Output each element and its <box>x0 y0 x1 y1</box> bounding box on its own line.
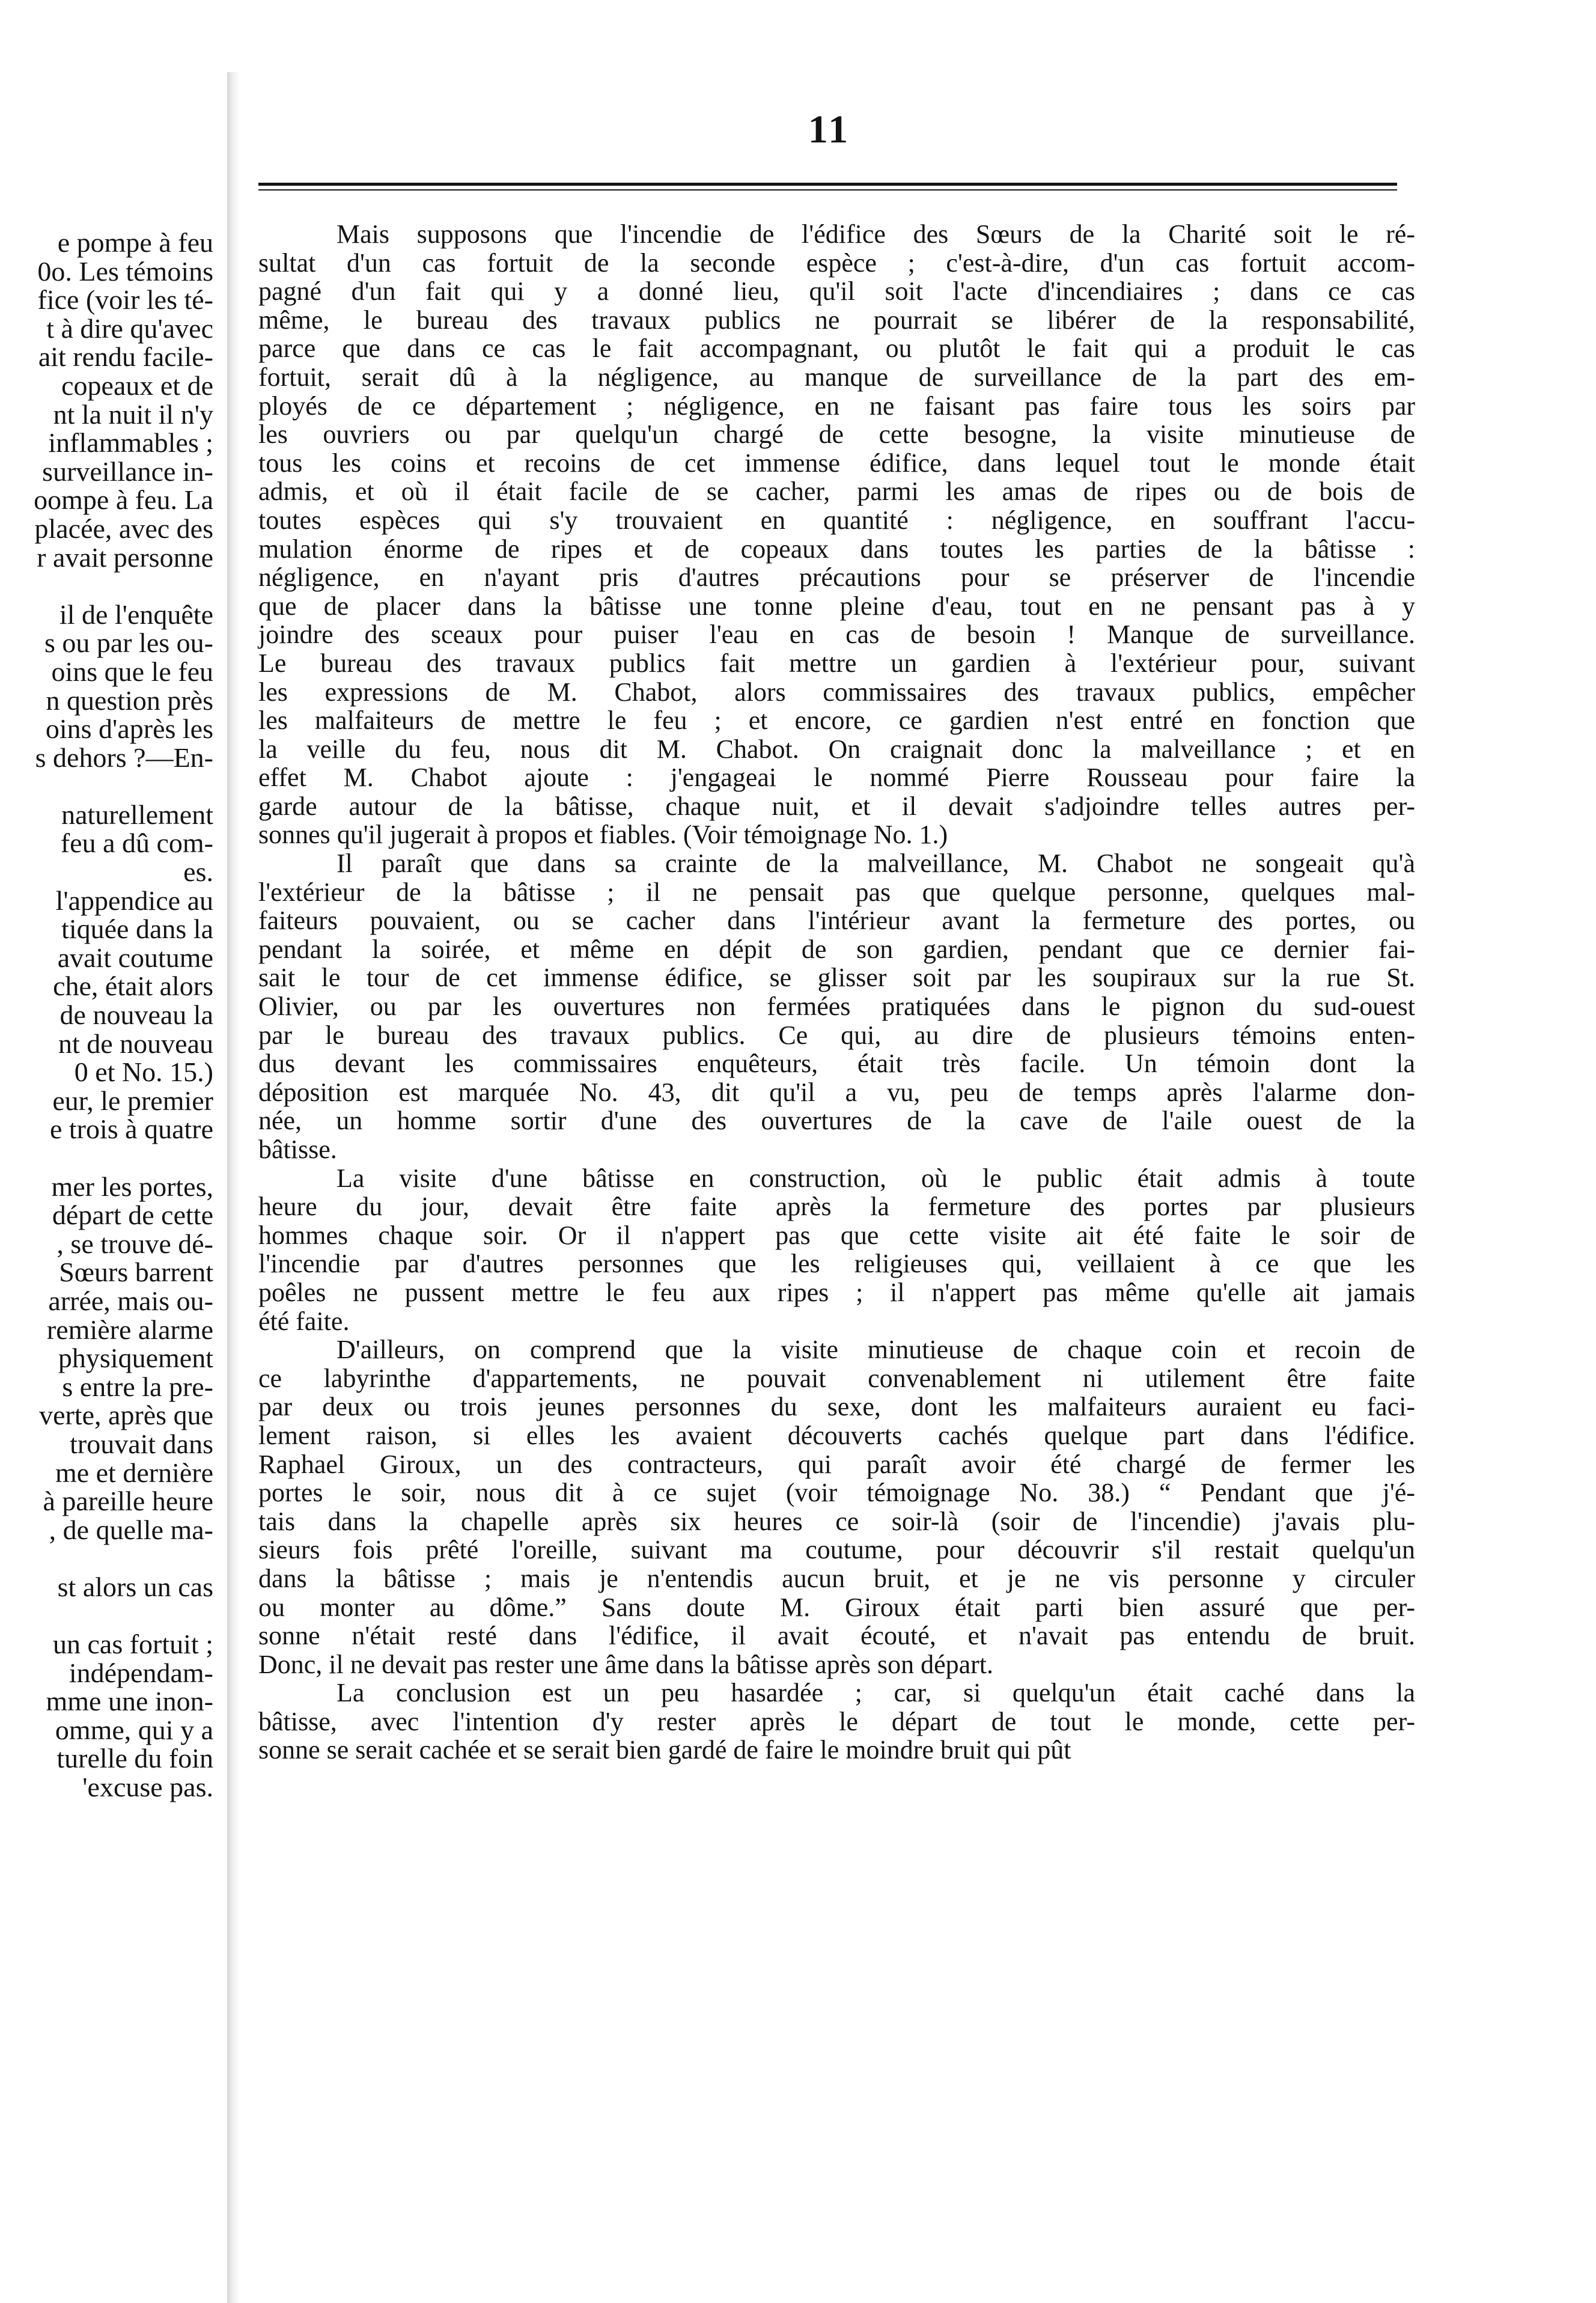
adjacent-page-line: e pompe à feu <box>57 228 213 258</box>
text-line: née, un homme sortir d'une des ouvertures de la cave de l'aile ouest de la <box>258 1106 1415 1136</box>
text-line: sonne n'était resté dans l'édifice, il avait écouté, et n'avait pas entendu de bruit. <box>258 1621 1415 1651</box>
adjacent-page-line: me et dernière <box>55 1457 213 1488</box>
text-line: dus devant les commissaires enquêteurs, était très facile. Un témoin dont la <box>258 1049 1415 1079</box>
adjacent-page-line <box>0 772 213 801</box>
adjacent-page-line: 0 et No. 15.) <box>74 1057 213 1088</box>
text-line: sultat d'un cas fortuit de la seconde espèce ; c'est-à-dire, d'un cas fortuit accom- <box>258 248 1415 278</box>
text-line: bâtisse, avec l'intention d'y rester après le départ de tout le monde, cette per- <box>258 1706 1415 1736</box>
text-line: Mais supposons que l'incendie de l'édifice des Sœurs de la Charité soit le ré- <box>337 219 1415 249</box>
text-line: Le bureau des travaux publics fait mettre un gardien à l'extérieur pour, suivant <box>258 648 1415 678</box>
text-line: sonne se serait cachée et se serait bien gardé de faire le moindre bruit qui pût <box>258 1735 1071 1765</box>
text-line: garde autour de la bâtisse, chaque nuit, et il devait s'adjoindre telles autres per- <box>258 791 1415 821</box>
text-line: Olivier, ou par les ouvertures non fermées pratiquées dans le pignon du sud-ouest <box>258 992 1415 1022</box>
text-line: admis, et où il était facile de se cacher, parmi les amas de ripes ou de bois de <box>258 477 1415 507</box>
text-line: par le bureau des travaux publics. Ce qui, au dire de plusieurs témoins enten- <box>258 1020 1415 1050</box>
adjacent-page-line <box>0 572 213 600</box>
adjacent-page-line: , de quelle ma- <box>49 1514 213 1545</box>
adjacent-page-line: s dehors ?—En- <box>35 742 213 773</box>
text-line: heure du jour, devait être faite après la fermeture des portes par plusieurs <box>258 1192 1415 1222</box>
text-line: La conclusion est un peu hasardée ; car, si quelqu'un était caché dans la <box>337 1678 1415 1708</box>
text-line: mulation énorme de ripes et de copeaux dans toutes les parties de la bâtisse : <box>258 534 1415 564</box>
adjacent-page-line: tiquée dans la <box>61 914 213 945</box>
adjacent-page-line: fice (voir les té- <box>37 284 213 316</box>
text-line: tous les coins et recoins de cet immense édifice, dans lequel tout le monde était <box>258 448 1415 478</box>
header-rule-thin <box>258 189 1397 191</box>
main-text-column <box>258 220 1415 1765</box>
text-line: joindre des sceaux pour puiser l'eau en cas de besoin ! Manque de surveillance. <box>258 620 1415 650</box>
text-line: dans la bâtisse ; mais je n'entendis aucun bruit, et je ne vis personne y circuler <box>258 1563 1415 1593</box>
adjacent-page-line: physiquement <box>58 1343 213 1374</box>
adjacent-page-line: un cas fortuit ; <box>53 1629 213 1660</box>
text-line: ployés de ce département ; négligence, en ne faisant pas faire tous les soirs par <box>258 391 1415 421</box>
adjacent-page-line: r avait personne <box>37 541 213 573</box>
text-line: ou monter au dôme.” Sans doute M. Giroux était parti bien assuré que per- <box>258 1592 1415 1622</box>
adjacent-page-line: es. <box>183 856 213 888</box>
text-line: Donc, il ne devait pas rester une âme dans la bâtisse après son départ. <box>258 1649 994 1679</box>
adjacent-page-line: omme, qui y a <box>55 1714 213 1745</box>
text-line: par deux ou trois jeunes personnes du sexe, dont les malfaiteurs auraient eu faci- <box>258 1392 1415 1422</box>
text-line: D'ailleurs, on comprend que la visite minutieuse de chaque coin et recoin de <box>337 1335 1415 1365</box>
text-line: lement raison, si elles les avaient découverts cachés quelque part dans l'édifice. <box>258 1420 1415 1450</box>
adjacent-page-line: placée, avec des <box>34 513 213 544</box>
text-line: portes le soir, nous dit à ce sujet (voir témoignage No. 38.) “ Pendant que j'é- <box>258 1478 1415 1508</box>
text-line: parce que dans ce cas le fait accompagnant, ou plutôt le fait qui a produit le cas <box>258 334 1415 364</box>
adjacent-page-line: de nouveau la <box>59 999 213 1031</box>
adjacent-page-line: remière alarme <box>46 1314 213 1345</box>
adjacent-page-line: à pareille heure <box>43 1486 213 1517</box>
adjacent-page-line: nt de nouveau <box>58 1028 213 1059</box>
text-line: les ouvriers ou par quelqu'un chargé de cette besogne, la visite minutieuse de <box>258 419 1415 450</box>
text-line: La visite d'une bâtisse en construction, où le public était admis à toute <box>337 1163 1415 1193</box>
adjacent-page-line: eur, le premier <box>52 1085 213 1116</box>
adjacent-page-line: avait coutume <box>57 942 213 973</box>
adjacent-page-line: t à dire qu'avec <box>46 313 213 344</box>
text-line: sonnes qu'il jugerait à propos et fiables. (Voir témoignage No. 1.) <box>258 820 948 850</box>
text-line: ce labyrinthe d'appartements, ne pouvait convenablement ni utilement être faite <box>258 1363 1415 1393</box>
text-line: tais dans la chapelle après six heures ce soir-là (soir de l'incendie) j'avais plu- <box>258 1506 1415 1536</box>
adjacent-page-line: l'appendice au <box>55 885 213 916</box>
adjacent-page-line <box>0 1544 213 1573</box>
page-number: 11 <box>808 108 851 151</box>
adjacent-page-line: mme une inon- <box>46 1686 213 1717</box>
adjacent-page-line <box>0 1602 213 1630</box>
adjacent-page-line: ait rendu facile- <box>38 341 213 373</box>
text-line: déposition est marquée No. 43, dit qu'il a vu, peu de temps après l'alarme don- <box>258 1077 1415 1107</box>
adjacent-page-line: n question près <box>46 685 213 716</box>
adjacent-page-line: trouvait dans <box>70 1428 213 1459</box>
adjacent-page-column <box>0 228 213 2152</box>
adjacent-page-line: verte, après que <box>39 1400 213 1431</box>
adjacent-page-line: oins que le feu <box>51 656 213 687</box>
text-line: l'incendie par d'autres personnes que les religieuses qui, veillaient à ce que les <box>258 1249 1415 1279</box>
adjacent-page-line: Sœurs barrent <box>59 1257 213 1288</box>
text-line: négligence, en n'ayant pris d'autres précautions pour se préserver de l'incendie <box>258 563 1415 593</box>
text-line: la veille du feu, nous dit M. Chabot. On craignait donc la malveillance ; et en <box>258 734 1415 764</box>
text-line: Raphael Giroux, un des contracteurs, qui paraît avoir été chargé de fermer les <box>258 1449 1415 1479</box>
text-line: l'extérieur de la bâtisse ; il ne pensait pas que quelque personne, quelques mal- <box>258 877 1415 907</box>
text-line: que de placer dans la bâtisse une tonne pleine d'eau, tout en ne pensant pas à y <box>258 591 1415 621</box>
adjacent-page-line: nt la nuit il n'y <box>53 398 213 430</box>
adjacent-page-line: che, était alors <box>53 971 213 1002</box>
text-line: pendant la soirée, et même en dépit de son gardien, pendant que ce dernier fai- <box>258 934 1415 964</box>
text-line: poêles ne pussent mettre le feu aux ripes ; il n'appert pas même qu'elle ait jamais <box>258 1277 1415 1307</box>
text-line: Il paraît que dans sa crainte de la malveillance, M. Chabot ne songeait qu'à <box>337 849 1415 879</box>
text-line: été faite. <box>258 1306 350 1336</box>
adjacent-page-line: 0o. Les témoins <box>37 255 213 287</box>
adjacent-page-line: e trois à quatre <box>49 1114 213 1145</box>
header-rule-thick <box>258 183 1397 186</box>
adjacent-page-line: naturellement <box>61 799 213 830</box>
adjacent-page-line: feu a dû com- <box>60 828 213 859</box>
text-line: même, le bureau des travaux publics ne pourrait se libérer de la responsabilité, <box>258 305 1415 335</box>
adjacent-page-line: mer les portes, <box>51 1171 213 1202</box>
adjacent-page-line: oins d'après les <box>45 713 213 745</box>
text-line: bâtisse. <box>258 1135 337 1164</box>
adjacent-page-line: départ de cette <box>52 1200 213 1231</box>
adjacent-page-line <box>0 1144 213 1173</box>
text-line: effet M. Chabot ajoute : j'engageai le nommé Pierre Rousseau pour faire la <box>258 763 1415 793</box>
text-line: les malfaiteurs de mettre le feu ; et encore, ce gardien n'est entré en fonction que <box>258 706 1415 736</box>
adjacent-page-line: s entre la pre- <box>62 1371 213 1402</box>
text-line: sait le tour de cet immense édifice, se glisser soit par les soupiraux sur la rue St. <box>258 963 1415 993</box>
text-line: toutes espèces qui s'y trouvaient en quantité : négligence, en souffrant l'accu- <box>258 505 1415 535</box>
text-line: hommes chaque soir. Or il n'appert pas que cette visite ait été faite le soir de <box>258 1220 1415 1250</box>
adjacent-page-line: , se trouve dé- <box>56 1228 213 1259</box>
adjacent-page-line: indépendam- <box>69 1657 213 1688</box>
adjacent-page-line: oompe à feu. La <box>34 484 213 516</box>
page-gutter-shadow <box>227 72 240 2303</box>
adjacent-page-line: surveillance in- <box>42 456 213 487</box>
text-line: les expressions de M. Chabot, alors commissaires des travaux publics, empêcher <box>258 677 1415 707</box>
adjacent-page-line: s ou par les ou- <box>44 627 213 659</box>
adjacent-page-line: arrée, mais ou- <box>48 1285 213 1316</box>
adjacent-page-line: il de l'enquête <box>59 599 213 630</box>
adjacent-page-line: inflammables ; <box>48 427 213 459</box>
text-line: faiteurs pouvaient, ou se cacher dans l'intérieur avant la fermeture des portes, ou <box>258 906 1415 936</box>
text-line: pagné d'un fait qui y a donné lieu, qu'il soit l'acte d'incendiaires ; dans ce cas <box>258 276 1415 307</box>
adjacent-page-line: turelle du foin <box>56 1743 213 1774</box>
adjacent-page-line: copeaux et de <box>61 370 213 401</box>
text-line: sieurs fois prêté l'oreille, suivant ma coutume, pour découvrir s'il restait quelqu'un <box>258 1535 1415 1565</box>
text-line: fortuit, serait dû à la négligence, au manque de surveillance de la part des em- <box>258 362 1415 392</box>
adjacent-page-line: st alors un cas <box>57 1571 213 1602</box>
adjacent-page-line: 'excuse pas. <box>82 1772 213 1803</box>
